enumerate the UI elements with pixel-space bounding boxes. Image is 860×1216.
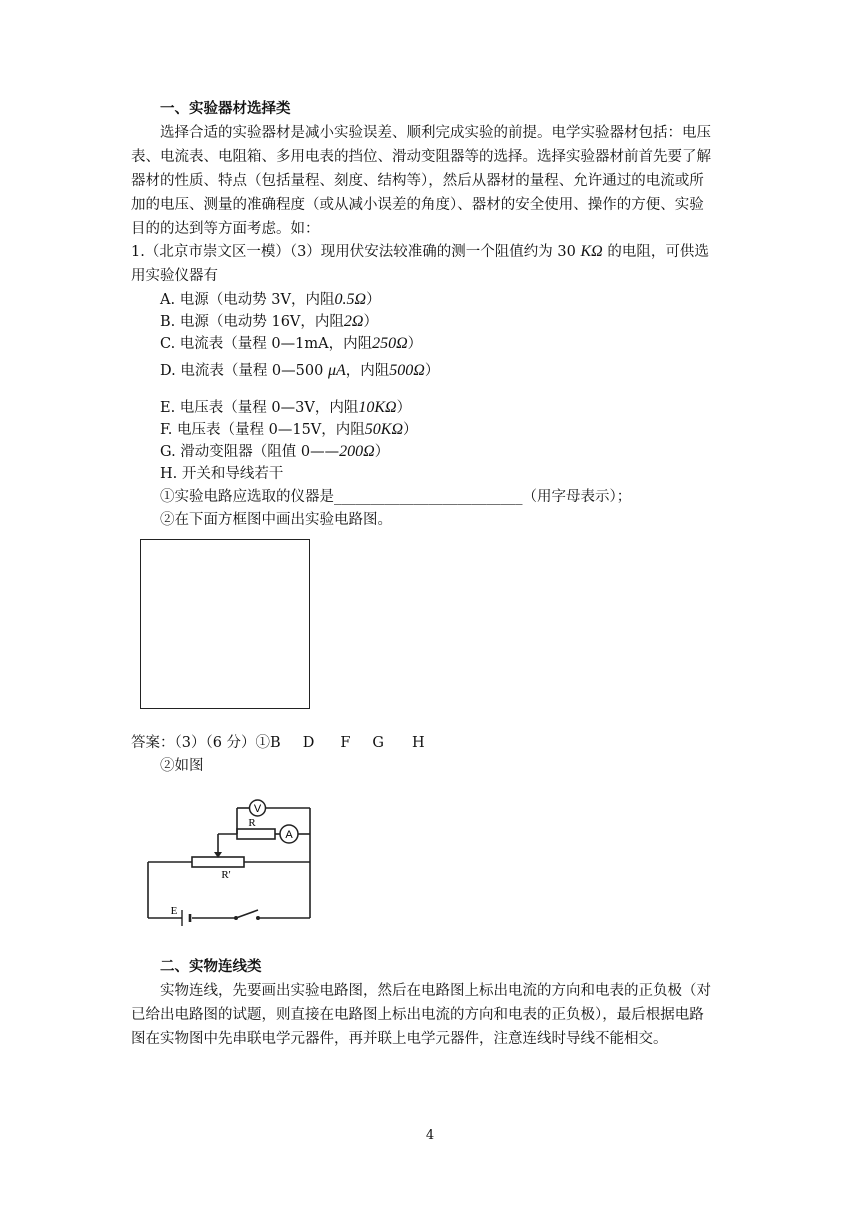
resistance-symbol: KΩ [580,243,603,260]
option-text: F. 电压表（量程 0—15V，内阻 [160,422,365,438]
option-text: ） [374,444,390,460]
section2-heading: 二、实物连线类 [160,958,262,975]
option-symbol: 250Ω [372,335,408,352]
option-text: B. 电源（电动势 16V，内阻 [160,314,344,330]
question-line-1 [131,242,709,262]
section2-para-line: 已给出电路图的试题，则直接在电路图上标出电流的方向和电表的正负极），最后根据电路 [131,1007,704,1023]
option-symbol: 10KΩ [358,399,397,416]
option-b [160,312,378,332]
option-text: ） [366,292,381,308]
circuit-diagram [140,790,320,930]
battery-label: E [170,905,178,917]
option-text: D. 电流表（量程 0—500 [160,363,328,379]
answer-line [131,733,425,753]
answer-letter: F [340,735,351,751]
ammeter-label: A [285,829,293,841]
option-symbol: μA [327,362,346,379]
section1-para-line: 表、电流表、电阻箱、多用电表的挡位、滑动变阻器等的选择。选择实验器材前首先要了解 [131,149,711,165]
option-text: ） [407,336,423,352]
resistor-label: R [248,817,256,829]
option-text: G. 滑动变阻器（阻值 0—— [160,444,340,460]
section1-para-line: 目的的达到等方面考虑。如： [131,221,320,237]
section1-para-line: 选择合适的实验器材是减小实验误差、顺利完成实验的前提。电学实验器材包括：电压 [160,125,711,141]
option-symbol: 50KΩ [364,421,404,438]
question-sub2: ②在下面方框图中画出实验电路图。 [160,512,392,528]
section2-para-line: 实物连线，先要画出实验电路图，然后在电路图上标出电流的方向和电表的正负极（对 [160,983,711,999]
question-text: 1.（北京市崇文区一模）（3）现用伏安法较准确的测一个阻值约为 30 [131,244,581,260]
option-d [160,361,439,381]
option-symbol: 500Ω [389,362,425,379]
option-symbol: 2Ω [343,313,364,330]
option-a [160,290,381,310]
option-text: A. 电源（电动势 3V，内阻 [160,292,335,308]
answer-letter: G [372,735,385,751]
section1-para-line: 器材的性质、特点（包括量程、刻度、结构等），然后从器材的量程、允许通过的电流或所 [131,173,704,189]
option-h: H. 开关和导线若干 [160,466,284,482]
option-c [160,334,422,354]
option-g [160,442,389,462]
section2-para-line: 图在实物图中先串联电学元器件，再并联上电学元器件，注意连线时导线不能相交。 [131,1031,668,1047]
option-text: ） [424,363,440,379]
option-text: ） [403,422,418,438]
option-text: ） [396,400,412,416]
question-text: 的电阻，可供选 [602,244,709,260]
voltmeter-label: V [253,803,262,815]
question-line-2: 用实验仪器有 [131,268,218,284]
answer-prefix: 答案：（3）（6 分）①B [131,735,281,751]
option-symbol: 200Ω [339,443,375,460]
option-text: C. 电流表（量程 0—1mA，内阻 [160,336,373,352]
rheostat-label: R' [221,869,231,881]
option-f [160,420,418,440]
question-sub1: ①实验电路应选取的仪器是__________________________（用字母表示）； [160,489,632,505]
answer-drawing-box [140,539,310,709]
page-number: 4 [425,1128,435,1143]
option-text: ） [363,314,378,330]
section1-heading: 一、实验器材选择类 [160,100,291,117]
answer-letter: D [302,735,315,751]
section1-para-line: 加的电压、测量的准确程度（或从减小误差的角度）、器材的安全使用、操作的方便、实验 [131,197,704,213]
option-symbol: 0.5Ω [334,291,367,308]
option-e [160,398,411,418]
answer-letter: H [412,735,425,751]
option-text: E. 电压表（量程 0—3V，内阻 [160,400,359,416]
answer-sub2: ②如图 [160,758,204,774]
option-text: ，内阻 [345,363,390,379]
